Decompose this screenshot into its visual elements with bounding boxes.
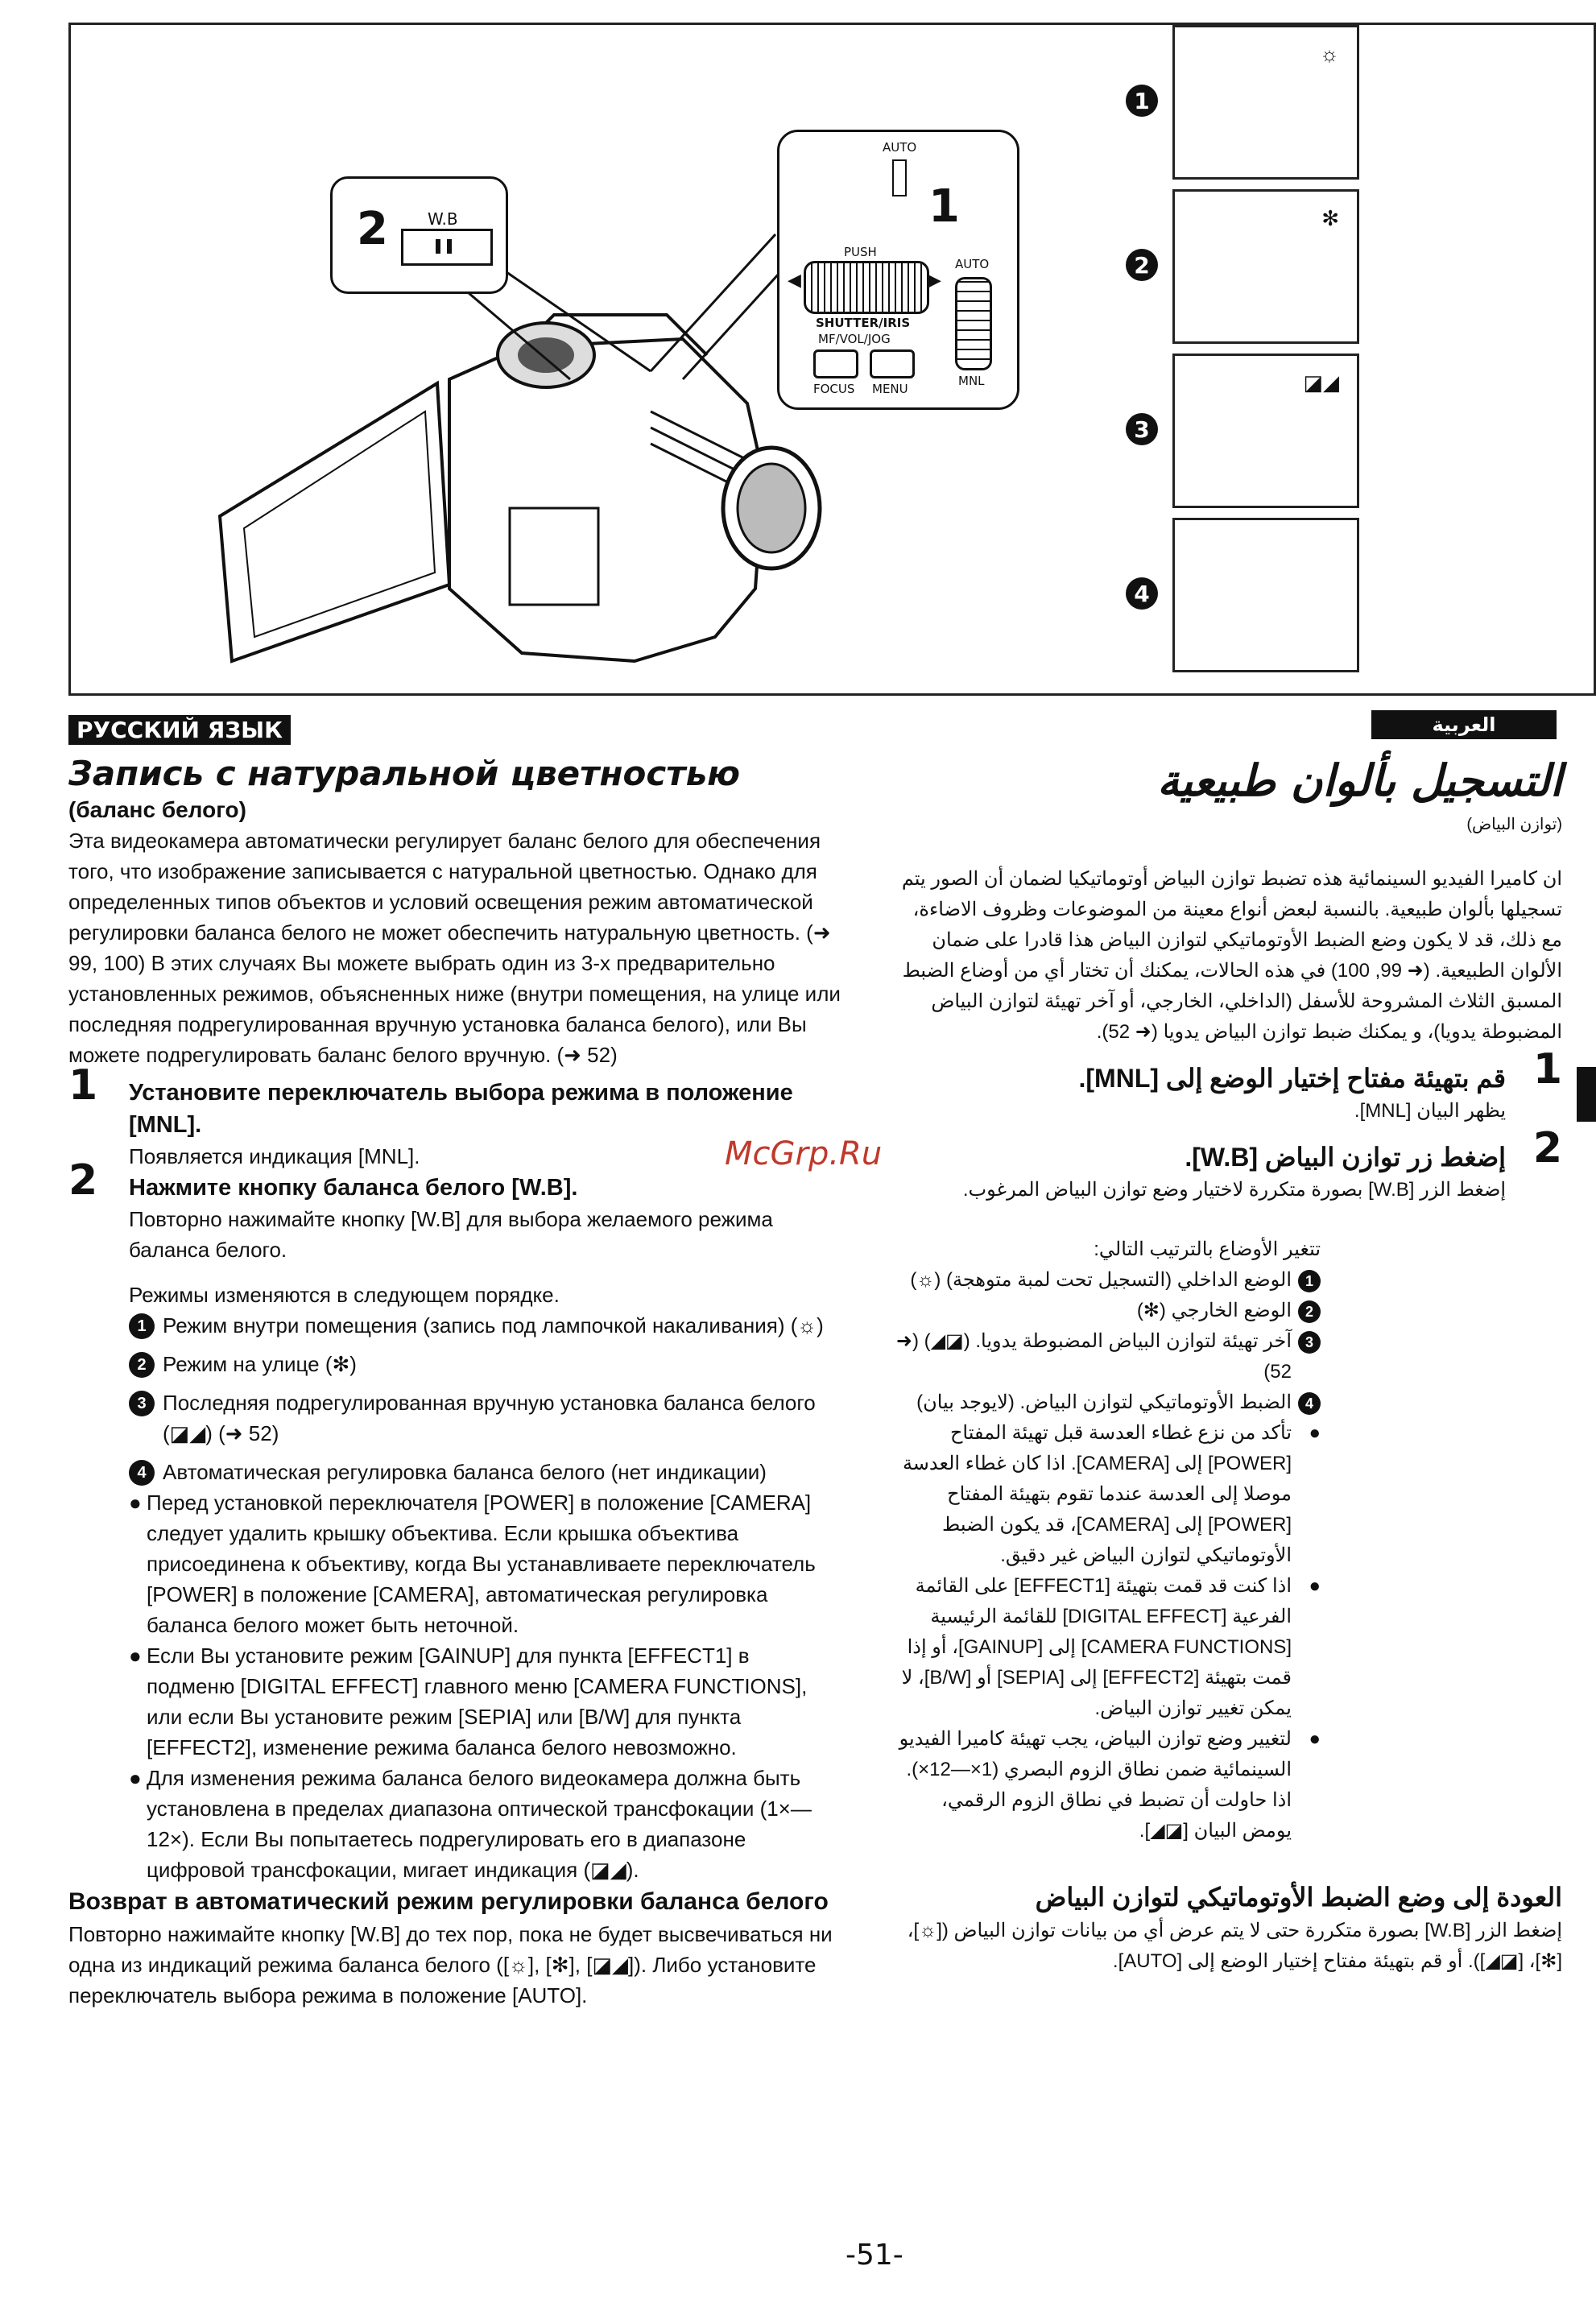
ru-note [129, 1487, 841, 1640]
bullet-icon: ● [1309, 1728, 1321, 1750]
ar-step-1-number: 1 [1532, 1045, 1562, 1094]
ar-modes-list [890, 1234, 1321, 1846]
ru-modes-intro: Режимы изменяются в следующем порядке. [129, 1283, 560, 1307]
bullet-icon: ● [129, 1644, 142, 1668]
ru-mode-text: Автоматическая регулировка баланса белого (нет индикации) [163, 1460, 767, 1484]
ar-note [890, 1418, 1321, 1571]
ru-mode-text: Последняя подрегулированная вручную установка баланса белого (◪◢) (➜ 52) [163, 1391, 816, 1445]
ar-mode-text: الوضع الداخلي (التسجيل تحت لمبة متوهجة) (☼) [910, 1269, 1292, 1291]
ru-step-1-text: Появляется индикация [MNL]. [129, 1144, 420, 1168]
ru-step-1-title: Установите переключатель выбора режима в положение [MNL]. [129, 1080, 793, 1138]
section-edge-tab [1577, 1067, 1596, 1122]
ru-note-text: Перед установкой переключателя [POWER] в положение [CAMERA] следует удалить крышку объектива. Если крышка объектива присоединена к объективу, когда Вы устанавливаете переключатель [POWER] в положение [CAMERA], автоматическая регулировка баланса белого может быть неточной. [147, 1491, 816, 1637]
ar-step-1 [890, 1045, 1562, 1127]
auto-top-label: AUTO [883, 140, 917, 155]
screen-4-auto [1172, 518, 1359, 672]
ru-intro: Эта видеокамера автоматически регулирует баланс белого для обеспечения того, что изображение записывается с натуральной цветностью. Однако для определенных типов объектов и условий освещения режим автоматической регулировки баланса белого не может обеспечить натуральную цветность. (➜ 99, 100) В этих случаях Вы можете выбрать один из 3-х предварительно установленных режимов, объясненных ниже (внутри помещения, на улице или последняя подрегулированная вручную установка баланса белого), или Вы можете подрегулировать баланс белого вручную. (➜ 52) [68, 829, 841, 1067]
jog-dial[interactable] [804, 261, 929, 314]
screen-2-outdoor [1172, 189, 1359, 344]
ru-mode-item [129, 1387, 841, 1449]
ru-step-2-title: Нажмите кнопку баланса белого [W.B]. [129, 1175, 578, 1201]
arabic-language-tag: العربية [1371, 710, 1557, 739]
screen-3-manual [1172, 354, 1359, 508]
shutter-iris-label: SHUTTER/IRIS [816, 316, 911, 330]
wb-button-label: W.B [428, 209, 458, 229]
bullet-icon: ● [1309, 1422, 1321, 1444]
ar-note [890, 1571, 1321, 1724]
ar-mode-item [890, 1265, 1321, 1296]
ru-mode-number: 3 [129, 1391, 155, 1416]
ar-modes-intro: تتغير الأوضاع بالترتيب التالي: [1094, 1238, 1321, 1260]
ar-mode-text: آخر تهيئة لتوازن البياض المضبوطة يدويا. (◪◢) (➜ 52) [895, 1330, 1292, 1383]
russian-language-tag: РУССКИЙ ЯЗЫК [68, 715, 291, 745]
ar-mode-text: الوضع الخارجي (✻) [1136, 1300, 1292, 1321]
push-label: PUSH [844, 245, 877, 259]
indoor-mode-icon: ☼ [1320, 42, 1339, 66]
ar-step-1-title: قم بتهيئة مفتاح إختيار الوضع إلى [MNL]. [1078, 1064, 1506, 1093]
left-arrow-icon: ◀ [788, 271, 801, 291]
ru-step-2-text: Повторно нажимайте кнопку [W.B] для выбора желаемого режима баланса белого. [129, 1207, 773, 1262]
ar-mode-item [890, 1296, 1321, 1326]
ru-mode-number: 4 [129, 1460, 155, 1486]
ru-subtitle: (баланс белого) [68, 797, 246, 822]
ar-title: التسجيل بألوان طبيعية [1157, 755, 1562, 806]
focus-button[interactable] [813, 349, 858, 378]
manual-wb-icon: ◪◢ [1303, 370, 1339, 395]
ar-step-2-number: 2 [1532, 1124, 1562, 1172]
mf-vol-jog-label: MF/VOL/JOG [818, 332, 891, 346]
mode-selector-switch[interactable] [955, 277, 992, 370]
ar-note-text: اذا كنت قد قمت بتهيئة [EFFECT1] على القائمة الفرعية [DIGITAL EFFECT] للقائمة الرئيسية [CAMERA FUNCTIONS] إلى [GAINUP]، أو إذا قمت بتهيئة [EFFECT2] إلى [SEPIA] أو [B/W]، لا يمكن تغيير توازن البياض. [901, 1575, 1292, 1719]
screen-1-indoor [1172, 25, 1359, 180]
bullet-icon: ● [1309, 1575, 1321, 1597]
ar-step-1-text: يظهر البيان [MNL]. [1354, 1100, 1506, 1122]
arabic-column [890, 753, 1562, 1977]
watermark: McGrp.Ru [725, 1135, 883, 1172]
russian-column [68, 753, 841, 2011]
ar-mode-item [890, 1326, 1321, 1387]
ru-note-text: Если Вы установите режим [GAINUP] для пункта [EFFECT1] в подменю [DIGITAL EFFECT] главного меню [CAMERA FUNCTIONS], или если Вы установите режим [SEPIA] или [B/W] для пункта [EFFECT2], изменение режима баланса белого невозможно. [147, 1644, 808, 1759]
ar-return-text: إضغط الزر [W.B] بصورة متكررة حتى لا يتم عرض أي من بيانات توازن البياض ([☼]، [✻]، [◪◢]). أو قم بتهيئة مفتاح إختيار الوضع إلى [AUTO]. [907, 1920, 1562, 1972]
ru-mode-number: 2 [129, 1352, 155, 1378]
mnl-switch-label: MNL [958, 374, 985, 388]
ar-mode-item [890, 1387, 1321, 1418]
page-number: -51- [846, 2239, 903, 2272]
ru-mode-item [129, 1457, 841, 1487]
outdoor-mode-icon: ✻ [1321, 206, 1339, 230]
ar-intro: ان كاميرا الفيديو السينمائية هذه تضبط توازن البياض أوتوماتيكيا لضمان أن الصور يتم تسجيلها بألوان طبيعية. بالنسبة لبعض أنواع معينة من الموضوعات وظروف الاضاءة، مع ذلك، قد لا يكون وضع الضبط الأوتوماتيكي لتوازن البياض هذا قادرا على ضمان الألوان الطبيعية. (➜ 99, 100) في هذه الحالات، يمكنك أن تختار أي من أوضاع الضبط المسبق الثلاث المشروحة للأسفل (الداخلي، الخارجي، أو آخر تهيئة لتوازن البياض المضبوطة يدويا)، و يمكنك ضبط توازن البياض يدويا (➜ 52). [901, 868, 1562, 1043]
ar-mode-number: 3 [1298, 1331, 1321, 1354]
screen-1-number: 1 [1126, 85, 1158, 117]
ru-return-text: Повторно нажимайте кнопку [W.B] до тех пор, пока не будет высвечиваться ни одна из индикаций режима баланса белого ([☼], [✻], [◪◢]). Либо установите переключатель выбора режима в положение [AUTO]. [68, 1922, 833, 2007]
ar-step-2-text: إضغط الزر [W.B] بصورة متكررة لاختيار وضع توازن البياض المرغوب. [962, 1179, 1506, 1201]
ru-mode-text: Режим внутри помещения (запись под лампочкой накаливания) (☼) [163, 1313, 824, 1338]
ar-note-text: لتغيير وضع توازن البياض، يجب تهيئة كاميرا الفيديو السينمائية ضمن نطاق الزوم البصري (1×—12×). اذا حاولت أن تضبط في نطاق الزوم الرقمي، يومض البيان [◪◢]. [899, 1728, 1292, 1842]
ar-step-2 [890, 1124, 1562, 1205]
auto-switch-label: AUTO [955, 257, 990, 271]
ru-mode-text: Режим на улице (✻) [163, 1352, 357, 1376]
bullet-icon: ● [129, 1491, 142, 1515]
ru-mode-item [129, 1349, 841, 1379]
bullet-icon: ● [129, 1766, 142, 1790]
screen-3-number: 3 [1126, 413, 1158, 445]
focus-label: FOCUS [813, 382, 855, 396]
auto-indicator-slot [892, 159, 907, 196]
ru-note [129, 1640, 841, 1763]
ar-mode-text: الضبط الأوتوماتيكي لتوازن البياض. (لايوجد بيان) [916, 1391, 1292, 1413]
right-arrow-icon: ▶ [928, 271, 941, 291]
screen-2-number: 2 [1126, 249, 1158, 281]
ar-step-2-title: إضغط زر توازن البياض [W.B]. [1185, 1143, 1506, 1172]
menu-label: MENU [872, 382, 908, 396]
menu-button[interactable] [870, 349, 915, 378]
ar-note [890, 1724, 1321, 1846]
ar-mode-number: 4 [1298, 1392, 1321, 1415]
ru-title: Запись с натуральной цветностью [68, 754, 740, 793]
mode-switch-callout-box [777, 130, 1019, 410]
ar-mode-number: 2 [1298, 1300, 1321, 1323]
ru-step-1-number: 1 [68, 1061, 98, 1110]
ru-mode-number: 1 [129, 1313, 155, 1339]
ar-mode-number: 1 [1298, 1270, 1321, 1292]
illustration-frame [68, 23, 1596, 696]
ru-mode-item [129, 1310, 841, 1341]
ru-step-2-number: 2 [68, 1156, 98, 1205]
ar-subtitle: (توازن البياض) [1466, 816, 1562, 833]
mode-callout-number: 1 [928, 180, 960, 233]
ru-return-title: Возврат в автоматический режим регулировки баланса белого [68, 1888, 829, 1915]
screen-4-number: 4 [1126, 577, 1158, 610]
ru-modes-list [68, 1310, 841, 1885]
wb-callout-number: 2 [357, 203, 388, 255]
ar-note-text: تأكد من نزع غطاء العدسة قبل تهيئة المفتاح [POWER] إلى [CAMERA]. اذا كان غطاء العدسة موصلا إلى العدسة عندما تقوم بتهيئة المفتاح [POWER] إلى [CAMERA]، قد يكون الضبط الأوتوماتيكي لتوازن البياض غير دقيق. [902, 1422, 1292, 1566]
ru-note [129, 1763, 841, 1885]
wb-callout-box [330, 176, 508, 294]
ru-note-text: Для изменения режима баланса белого видеокамера должна быть установлена в пределах диапазона оптической трансфокации (1×—12×). Если Вы попытаетесь подрегулировать его в диапазоне цифровой трансфокации, мигает индикация (◪◢). [147, 1766, 812, 1882]
ar-return-title: العودة إلى وضع الضبط الأوتوماتيكي لتوازن البياض [1035, 1883, 1562, 1912]
wb-button[interactable] [401, 229, 493, 266]
